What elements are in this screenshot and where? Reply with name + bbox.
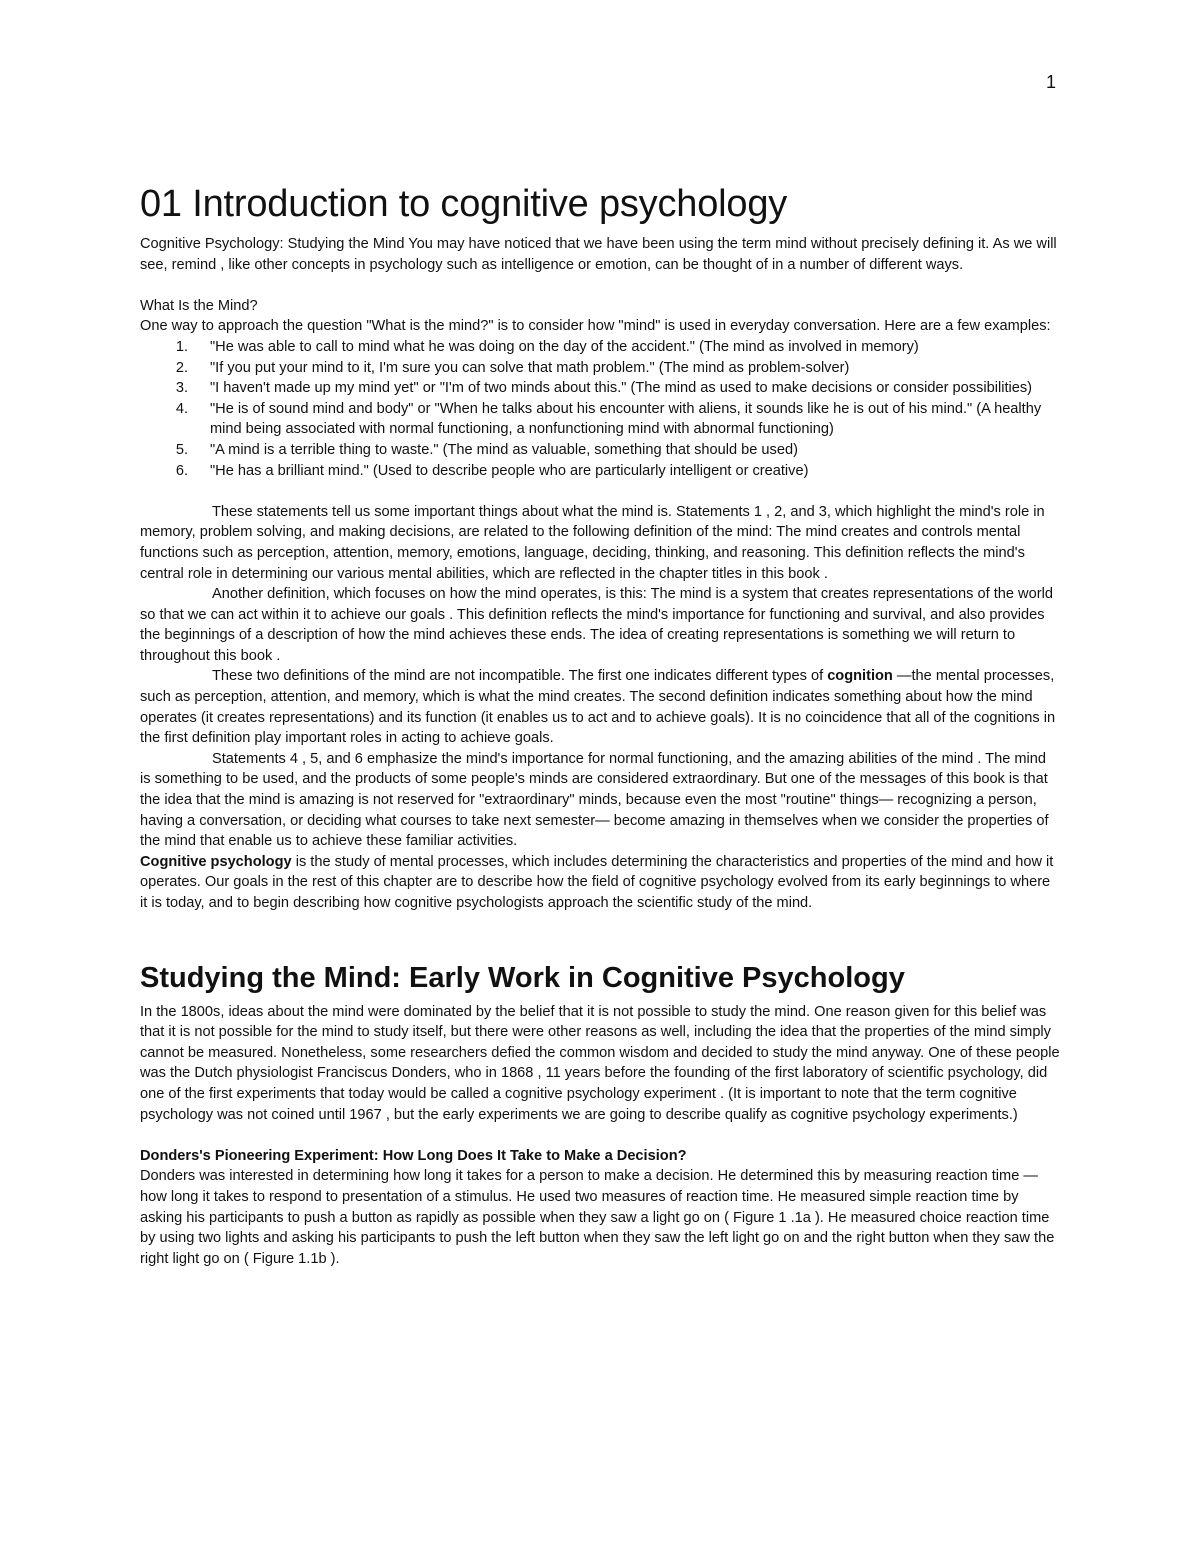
- body-paragraph: These statements tell us some important things about what the mind is. Statements 1 , 2, and 3, which highlight the mind's role in memory, problem solving, and making decisions, are related to the following definition of the mind: The mind creates and controls mental functions such as perception, attention, memory, emotions, language, deciding, thinking, and reasoning. This definition reflects the mind's central role in determining our various mental abilities, which are reflected in the chapter titles in this book .: [140, 503, 1045, 582]
- list-item-text: "A mind is a terrible thing to waste." (The mind as valuable, something that should be used): [210, 441, 798, 458]
- text-run: is the study of mental processes, which includes determining the characteristics and properties of the mind and how it operates. Our goals in the rest of this chapter are to describe how the field of cognitive psychology evolved from its early beginnings to where it is today, and to begin describing how cognitive psychologists approach the scientific study of the mind.: [140, 853, 1054, 911]
- list-item: [140, 399, 1060, 440]
- list-item-text: "He was able to call to mind what he was doing on the day of the accident." (The mind as involved in memory): [210, 338, 919, 355]
- list-item-number: 5.: [175, 441, 188, 458]
- body-paragraph: Another definition, which focuses on how the mind operates, is this: The mind is a system that creates representations of the world so that we can act within it to achieve our goals . This definition reflects the mind's importance for functioning and survival, and also provides the beginnings of a description of how the mind achieves these ends. The idea of creating representations is something we will return to throughout this book .: [140, 586, 1053, 664]
- list-item-number: 6.: [175, 462, 188, 479]
- list-item-number: 2.: [175, 359, 188, 376]
- what-is-mind-heading: What Is the Mind?: [140, 297, 258, 314]
- section-heading: Studying the Mind: Early Work in Cognitive Psychology: [140, 961, 905, 994]
- list-item-text: "He is of sound mind and body" or "When he talks about his encounter with aliens, it sounds like he is out of his mind." (A healthy mind being associated with normal functioning, a nonfunctioning mind with abnormal functioning): [210, 400, 1042, 438]
- what-is-mind-lead: One way to approach the question "What is the mind?" is to consider how "mind" is used in everyday conversation. Here are a few examples:: [140, 318, 1051, 335]
- intro-paragraph: Cognitive Psychology: Studying the Mind You may have noticed that we have been using the term mind without precisely defining it. As we will see, remind , like other concepts in psychology such as intelligence or emotion, can be thought of in a number of different ways.: [140, 236, 1057, 273]
- list-item-text: "If you put your mind to it, I'm sure you can solve that math problem." (The mind as problem-solver): [210, 359, 850, 376]
- list-item: [140, 337, 1060, 358]
- text-run: These two definitions of the mind are not incompatible. The first one indicates different types of: [212, 668, 828, 685]
- list-item-number: 4.: [175, 400, 188, 417]
- list-item-number: 1.: [175, 338, 188, 355]
- list-item-text: "I haven't made up my mind yet" or "I'm of two minds about this." (The mind as used to make decisions or consider possibilities): [210, 380, 1033, 397]
- list-item: [140, 358, 1060, 379]
- list-item: [140, 378, 1060, 399]
- text-run: —the mental processes, such as perception, attention, and memory, which is what the mind creates. The second definition indicates something about how the mind operates (it creates representations) and its function (it enables us to act and to achieve goals). It is no coincidence that all of the cognitions in the first definition play important roles in acting to achieve goals.: [140, 668, 1056, 747]
- page-title: 01 Introduction to cognitive psychology: [140, 183, 788, 225]
- list-item-text: "He has a brilliant mind." (Used to describe people who are particularly intelligent or creative): [210, 462, 809, 479]
- body-paragraph: In the 1800s, ideas about the mind were dominated by the belief that it is not possible to study the mind. One reason given for this belief was that it is not possible for the mind to study itself, but there were other reasons as well, including the idea that the properties of the mind simply cannot be measured. Nonetheless, some researchers defied the common wisdom and decided to study the mind anyway. One of these people was the Dutch physiologist Franciscus Donders, who in 1868 , 11 years before the founding of the first laboratory of scientific psychology, did one of the first experiments that today would be called a cognitive psychology experiment . (It is important to note that the term cognitive psychology was not coined until 1967 , but the early experiments we are going to describe qualify as cognitive psychology experiments.): [140, 1003, 1060, 1123]
- list-item-number: 3.: [175, 380, 188, 397]
- examples-list: [140, 337, 1060, 481]
- term-cognitive-psychology: Cognitive psychology: [140, 853, 292, 870]
- body-paragraph: [140, 852, 1060, 914]
- subsection-heading: Donders's Pioneering Experiment: How Long Does It Take to Make a Decision?: [140, 1147, 687, 1164]
- body-paragraph: [140, 666, 1060, 748]
- list-item: [140, 461, 1060, 482]
- page-number: 1: [1046, 72, 1057, 92]
- body-paragraph: Statements 4 , 5, and 6 emphasize the mind's importance for normal functioning, and the amazing abilities of the mind . The mind is something to be used, and the products of some people's minds are considered extraordinary. But one of the messages of this book is that the idea that the mind is amazing is not reserved for "extraordinary" minds, because even the most "routine" things— recognizing a person, having a conversation, or deciding what courses to take next semester— become amazing in themselves when we consider the properties of the mind that enable us to achieve these familiar activities.: [140, 750, 1049, 850]
- list-item: [140, 440, 1060, 461]
- body-paragraph: Donders was interested in determining how long it takes for a person to make a decision. He determined this by measuring reaction time —how long it takes to respond to presentation of a stimulus. He used two measures of reaction time. He measured simple reaction time by asking his participants to push a button as rapidly as possible when they saw a light go on ( Figure 1 .1a ). He measured choice reaction time by using two lights and asking his participants to push the left button when they saw the left light go on and the right button when they saw the right light go on ( Figure 1.1b ).: [140, 1168, 1055, 1267]
- document-body: [140, 182, 1060, 1269]
- term-cognition: cognition: [827, 668, 893, 685]
